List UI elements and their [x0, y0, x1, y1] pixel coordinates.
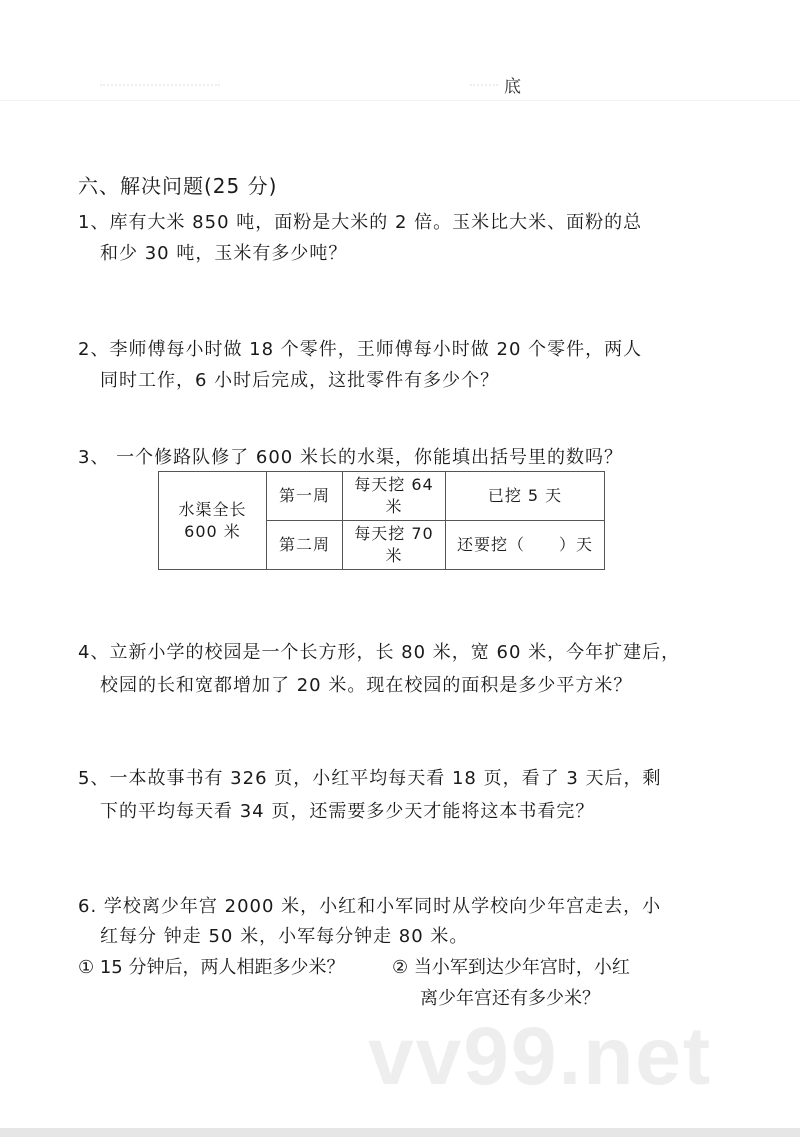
q6-line1: 6. 学校离少年宫 2000 米，小红和小军同时从学校向少年宫走去，小: [78, 896, 662, 917]
cell-rate1: [343, 472, 446, 521]
q6-sub1: ① 15 分钟后，两人相距多少米？: [78, 957, 345, 978]
q3-table: [158, 471, 605, 570]
cell-remain: 还要挖（ ）天: [446, 521, 605, 570]
q6-sub2-line1: ② 当小军到达少年宫时，小红: [392, 957, 630, 978]
page-header: [0, 0, 800, 101]
cell-week2: 第二周: [267, 521, 343, 570]
q3-line1: 3、 一个修路队修了 600 米长的水渠，你能填出括号里的数吗？: [78, 447, 623, 468]
cell-rate2: [343, 521, 446, 570]
rate1-line2: 米: [385, 497, 403, 516]
rate2-line2: 米: [385, 546, 403, 565]
faint-header-text: [470, 84, 498, 86]
q6-line2: 红每分 钟走 50 米，小军每分钟走 80 米。: [100, 926, 469, 947]
faint-header-text: [100, 84, 220, 89]
section-title: 六、解决问题(25 分): [78, 174, 278, 198]
watermark: vv99.net: [368, 1011, 713, 1102]
q4-line2: 校园的长和宽都增加了 20 米。现在校园的面积是多少平方米？: [100, 675, 633, 696]
q2-line2: 同时工作，6 小时后完成，这批零件有多少个？: [100, 370, 500, 391]
cell-week1: 第一周: [267, 472, 343, 521]
q5-line1: 5、一本故事书有 326 页，小红平均每天看 18 页，看了 3 天后，剩: [78, 768, 662, 789]
q1-line1: 1、库有大米 850 吨，面粉是大米的 2 倍。玉米比大米、面粉的总: [78, 212, 643, 233]
q1-line2: 和少 30 吨，玉米有多少吨？: [100, 243, 348, 264]
cell-total: [159, 472, 267, 570]
q2-line1: 2、李师傅每小时做 18 个零件，王师傅每小时做 20 个零件，两人: [78, 339, 643, 360]
q5-line2: 下的平均每天看 34 页，还需要多少天才能将这本书看完？: [100, 801, 595, 822]
page-bottom-edge: [0, 1128, 800, 1137]
rate2-line1: 每天挖 70: [354, 524, 434, 543]
q6-sub2-line2: 离少年宫还有多少米？: [420, 988, 600, 1009]
total-value: 600 米: [184, 521, 241, 541]
q4-line1: 4、立新小学的校园是一个长方形，长 80 米，宽 60 米，今年扩建后，: [78, 642, 681, 663]
rate1-line1: 每天挖 64: [354, 475, 434, 494]
cell-done: 已挖 5 天: [446, 472, 605, 521]
header-char: 底: [504, 77, 521, 97]
total-label: 水渠全长: [178, 499, 247, 519]
